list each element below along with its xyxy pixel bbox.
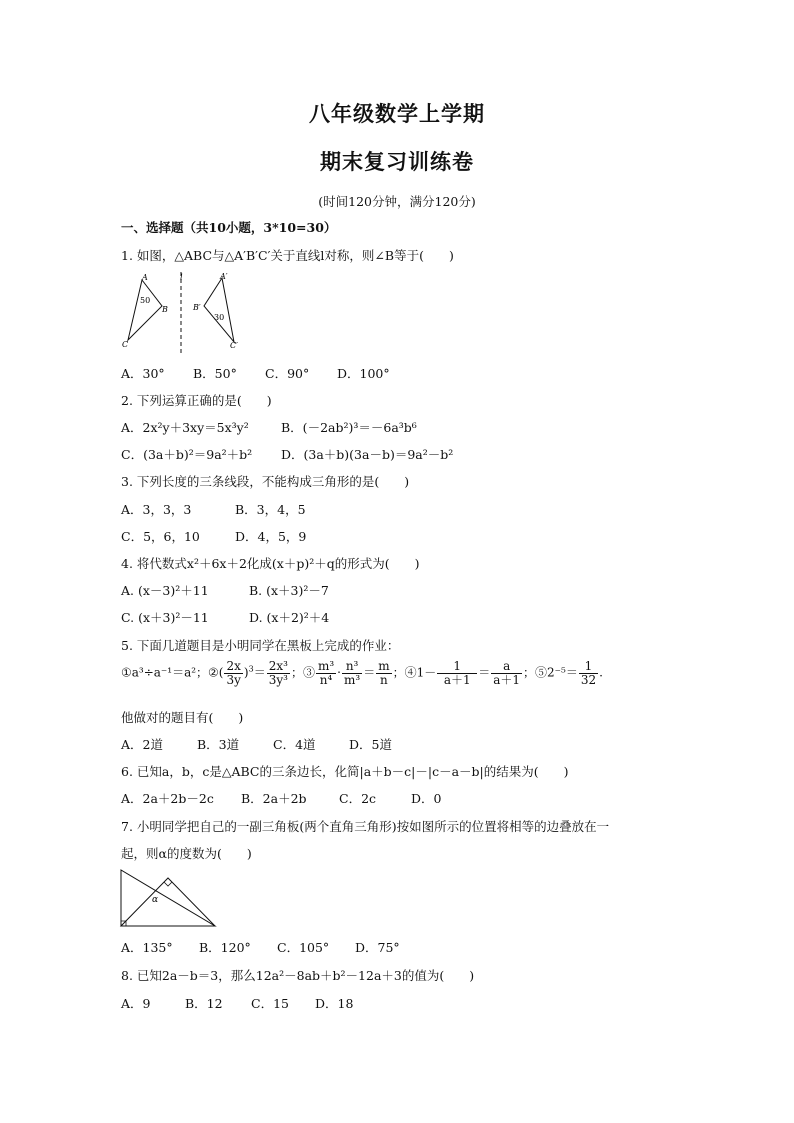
fraction: $\frac{a}{a+1}$ xyxy=(493,659,521,687)
option-c: C. (x＋3)²－11 xyxy=(121,610,209,625)
q7-figure xyxy=(118,866,220,930)
option-c: C．5，6，10 xyxy=(121,529,200,544)
option-d: D. (x＋2)²＋4 xyxy=(249,610,330,625)
equals: ＝ xyxy=(363,665,376,680)
option-a: A．2x²y＋3xy＝5x³y² xyxy=(121,420,249,435)
option-c: C．90° xyxy=(265,366,310,381)
q1-figure xyxy=(118,270,248,356)
label-b-prime: B′ xyxy=(193,303,201,312)
page-title: 八年级数学上学期 xyxy=(309,101,485,126)
option-d: D．4，5，9 xyxy=(235,529,307,544)
option-b: B．120° xyxy=(199,940,251,955)
fraction: $\frac{\text{m³}}{\text{n⁴}}$ xyxy=(317,659,335,687)
question-3-stem: 3. 下列长度的三条线段，不能构成三角形的是( ) xyxy=(121,474,410,489)
option-d: D．5道 xyxy=(349,737,392,752)
label-c: C xyxy=(122,340,129,349)
fraction: $\frac{\text{2x³}}{\text{3y³}}$ xyxy=(268,659,288,687)
label-a-prime: A′ xyxy=(220,272,228,281)
option-d: D．75° xyxy=(355,940,400,955)
question-3-options-row2 xyxy=(121,527,306,545)
question-1-stem: 1. 如图，△ABC与△A′B′C′关于直线l对称，则∠B等于( ) xyxy=(121,248,454,263)
option-d: D．0 xyxy=(411,791,442,806)
question-2-options-row2 xyxy=(121,445,453,463)
question-7-stem-line1: 7. 小明同学把自己的一副三角板(两个直角三角形)按如图所示的位置将相等的边叠放在一 xyxy=(121,819,610,834)
option-b: B．(－2ab²)³＝－6a³b⁶ xyxy=(281,420,417,435)
option-b: B．12 xyxy=(185,996,223,1011)
expr-text: . xyxy=(599,665,603,680)
option-c: C．4道 xyxy=(273,737,316,752)
expr-text: ；④1－ xyxy=(392,665,437,680)
option-c: C．105° xyxy=(277,940,330,955)
question-7-stem-line2: 起，则α的度数为( ) xyxy=(121,846,252,861)
exponent: 3 xyxy=(248,664,254,674)
question-2-stem: 2. 下列运算正确的是( ) xyxy=(121,393,272,408)
fraction: $\frac{m}{n}$ xyxy=(378,659,390,687)
fraction: $\frac{1}{a+1}$ xyxy=(437,660,477,686)
question-3-options-row1 xyxy=(121,500,306,518)
question-5-expressions: ①a³÷a⁻¹＝a²；②( $\frac{2x}{3y}$ )$^3$＝ $\frac{\text{2x³}}{\text{3y³}}$ ；③ $\frac{\text{m³}}{\text{n⁴}}$ · $\frac{\text{n³}}{\text{m³}}$ ＝ $\frac{m}{n}$ ；④1－ $\frac{1}{a+1}$ ＝ $\frac{a}{a+1}$ ；⑤2⁻⁵＝ $\frac{1}{32}$ . xyxy=(121,659,603,687)
option-c: C．2c xyxy=(339,791,377,806)
option-b: B. (x＋3)²－7 xyxy=(249,583,329,598)
triangle-a-prime xyxy=(204,278,234,342)
option-a: A．2道 xyxy=(121,737,163,752)
fraction: $\frac{1}{32}$ xyxy=(580,659,597,687)
label-b: B xyxy=(162,305,168,314)
alpha-label: α xyxy=(152,895,159,905)
expr-text: ；⑤2⁻⁵＝ xyxy=(523,665,578,680)
equals: ＝ xyxy=(253,665,266,680)
option-d: D．(3a＋b)(3a－b)＝9a²－b² xyxy=(281,447,454,462)
option-b: B．50° xyxy=(193,366,237,381)
option-b: B．3道 xyxy=(197,737,240,752)
question-8-stem: 8. 已知2a－b＝3，那么12a²－8ab＋b²－12a＋3的值为( ) xyxy=(121,968,475,983)
option-b: B．2a＋2b xyxy=(241,791,307,806)
option-a: A. (x－3)²＋11 xyxy=(121,583,209,598)
option-b: B．3，4，5 xyxy=(235,502,306,517)
question-4-stem: 4. 将代数式x²＋6x＋2化成(x＋p)²＋q的形式为( ) xyxy=(121,556,420,571)
question-5-options xyxy=(121,735,392,753)
option-d: D．18 xyxy=(315,996,354,1011)
exam-info: (时间120分钟，满分120分) xyxy=(318,194,476,209)
option-c: C．15 xyxy=(251,996,289,1011)
question-2-options-row1 xyxy=(121,418,417,436)
right-angle-mark xyxy=(164,882,172,886)
fraction: $\frac{2x}{3y}$ xyxy=(226,659,241,687)
option-c: C．(3a＋b)²＝9a²＋b² xyxy=(121,447,253,462)
question-6-options xyxy=(121,789,441,807)
expr-text: ；③ xyxy=(290,665,315,680)
question-4-options-row2 xyxy=(121,608,329,626)
question-5-follow: 他做对的题目有( ) xyxy=(121,710,244,725)
question-4-options-row1 xyxy=(121,581,329,599)
label-c-prime: C′ xyxy=(230,341,238,350)
page-subtitle-title: 期末复习训练卷 xyxy=(320,149,474,174)
question-8-options xyxy=(121,994,353,1012)
fraction: $\frac{\text{n³}}{\text{m³}}$ xyxy=(343,659,361,687)
option-a: A．9 xyxy=(121,996,151,1011)
question-1-options xyxy=(121,364,390,382)
option-a: A．135° xyxy=(121,940,173,955)
question-7-options xyxy=(121,938,400,956)
dot: · xyxy=(337,665,341,680)
angle-30-label: 30 xyxy=(214,313,225,322)
triangle-45 xyxy=(121,878,215,926)
option-d: D．100° xyxy=(337,366,390,381)
label-l: l xyxy=(180,273,183,282)
option-a: A．3，3，3 xyxy=(121,502,192,517)
equals: ＝ xyxy=(478,665,491,680)
triangle-abc xyxy=(128,280,162,340)
question-6-stem: 6. 已知a，b，c是△ABC的三条边长，化简|a＋b－c|－|c－a－b|的结果为( ) xyxy=(121,764,569,779)
angle-50-label: 50 xyxy=(140,296,151,305)
option-a: A．2a＋2b－2c xyxy=(121,791,214,806)
section-heading: 一、选择题（共10小题，3*10=30） xyxy=(121,220,337,235)
option-a: A．30° xyxy=(121,366,165,381)
question-5-stem: 5. 下面几道题目是小明同学在黑板上完成的作业： xyxy=(121,638,400,653)
expr-text: ①a³÷a⁻¹＝a²；②( xyxy=(121,665,224,680)
label-a: A xyxy=(142,273,148,282)
